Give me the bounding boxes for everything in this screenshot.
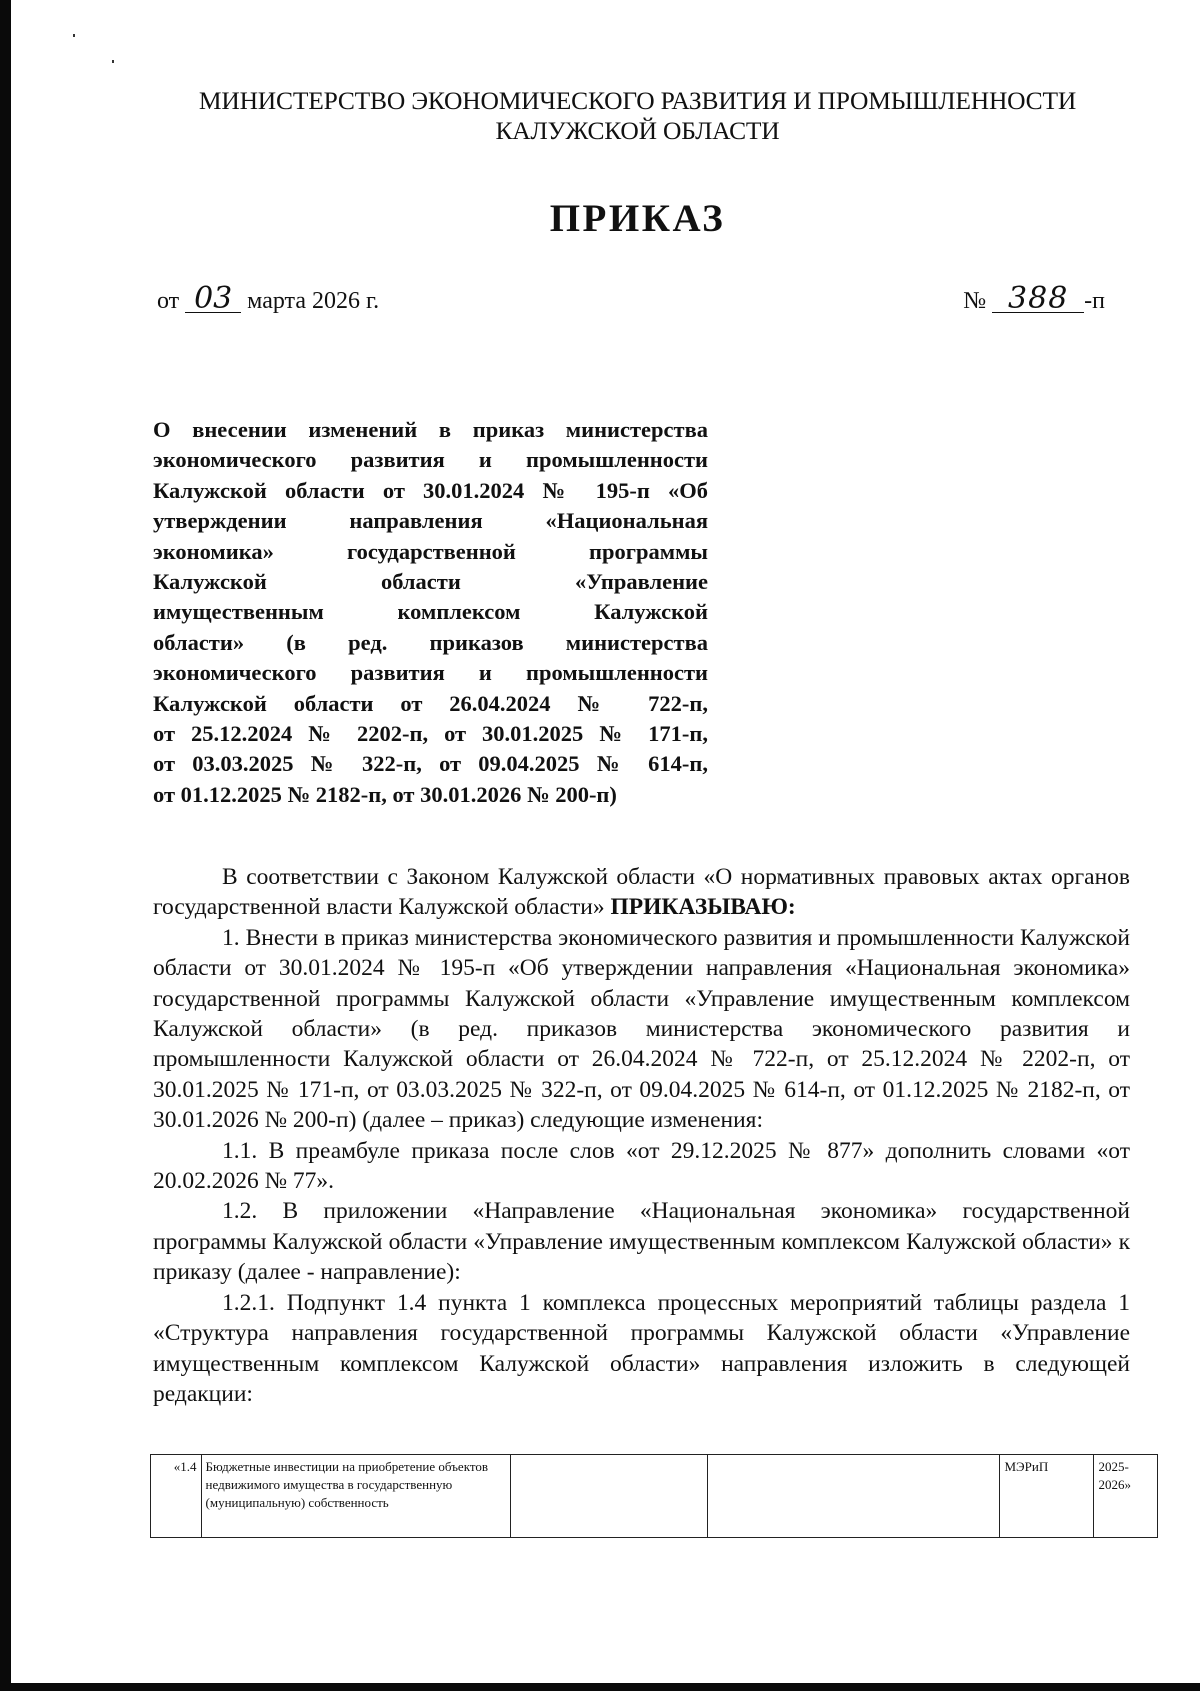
table-cell-empty <box>708 1455 1000 1538</box>
document-type-title: ПРИКАЗ <box>549 197 726 240</box>
number-suffix: -п <box>1084 288 1105 314</box>
order-body <box>153 862 1130 1409</box>
handwritten-number: 388 <box>992 286 1084 313</box>
subject-line: от 25.12.2024 № 2202-п, от 30.01.2025 № 171-п, <box>153 721 708 747</box>
order-directive: ПРИКАЗЫВАЮ: <box>610 894 796 921</box>
order-subject <box>153 415 708 810</box>
subject-line: экономического развития и промышленности <box>153 660 708 686</box>
subject-line: имущественным комплексом Калужской <box>153 599 708 625</box>
table-cell-activity: Бюджетные инвестиции на приобретение объектов недвижимого имущества в государственную (муниципальную) собственность <box>201 1455 510 1538</box>
subject-line: утверждении направления «Национальная <box>153 508 708 534</box>
preamble-text: В соответствии с Законом Калужской области «О нормативных правовых актах органов государственной власти Калужской области» <box>153 864 1130 921</box>
subject-line: от 01.12.2025 № 2182-п, от 30.01.2026 № 200-п) <box>153 781 617 807</box>
subject-line: экономического развития и промышленности <box>153 447 708 473</box>
handwritten-day: 03 <box>185 286 241 313</box>
table-cell-number: «1.4 <box>151 1455 202 1538</box>
number-prefix: № <box>963 288 987 314</box>
ministry-name-line1: МИНИСТЕРСТВО ЭКОНОМИЧЕСКОГО РАЗВИТИЯ И ПРОМЫШЛЕННОСТИ <box>198 86 1077 115</box>
subject-line: Калужской области от 26.04.2024 № 722-п, <box>153 690 708 716</box>
paragraph-1: 1. Внести в приказ министерства экономического развития и промышленности Калужской области от 30.01.2024 № 195-п «Об утверждении направления «Национальная экономика» государственной программы Калужской области «Управление имущественным комплексом Калужской области» (в ред. приказов министерства экономического развития и промышленности Калужской области от 26.04.2024 № 722-п, от 25.12.2024 № 2202-п, от 30.01.2025 № 171-п, от 03.03.2025 № 322-п, от 09.04.2025 № 614-п, от 01.12.2025 № 2182-п, от 30.01.2026 № 200-п) (далее – приказ) следующие изменения: <box>153 924 1130 1134</box>
paragraph-1-1: 1.1. В преамбуле приказа после слов «от 29.12.2025 № 877» дополнить словами «от 20.02.2026 № 77». <box>153 1137 1130 1195</box>
table-row <box>151 1455 1158 1538</box>
subject-line: О внесении изменений в приказ министерства <box>153 417 708 442</box>
subject-line: Калужской области от 30.01.2024 № 195-п «Об <box>153 477 708 503</box>
paragraph-1-2: 1.2. В приложении «Направление «Национальная экономика» государственной программы Калужской области «Управление имущественным комплексом Калужской области» к приказу (далее - направление): <box>153 1198 1130 1286</box>
table-cell-empty <box>510 1455 708 1538</box>
scan-speck <box>112 60 114 63</box>
ministry-header <box>0 86 1200 146</box>
subject-line: экономика» государственной программы <box>153 538 708 564</box>
date-prefix: от <box>157 288 180 314</box>
ministry-name-line2: КАЛУЖСКОЙ ОБЛАСТИ <box>495 116 780 145</box>
table-cell-responsible: МЭРиП <box>1000 1455 1094 1538</box>
paragraph-1-2-1: 1.2.1. Подпункт 1.4 пункта 1 комплекса процессных мероприятий таблицы раздела 1 «Структура направления государственной программы Калужской области «Управление имущественным комплексом Калужской области» направления изложить в следующей редакции: <box>153 1289 1130 1407</box>
table-cell-period: 2025-2026» <box>1094 1455 1158 1538</box>
order-number <box>963 281 1105 316</box>
amendment-table <box>150 1454 1158 1538</box>
preamble-paragraph <box>153 862 1130 923</box>
subject-line: Калужской области «Управление <box>153 569 708 595</box>
order-date <box>157 281 380 316</box>
date-month-year: марта 2026 г. <box>247 288 380 314</box>
subject-line: области» (в ред. приказов министерства <box>153 629 708 655</box>
scan-border-left <box>0 0 11 1691</box>
scan-border-bottom <box>0 1683 1200 1691</box>
scan-speck <box>73 34 75 37</box>
subject-line: от 03.03.2025 № 322-п, от 09.04.2025 № 614-п, <box>153 751 708 777</box>
